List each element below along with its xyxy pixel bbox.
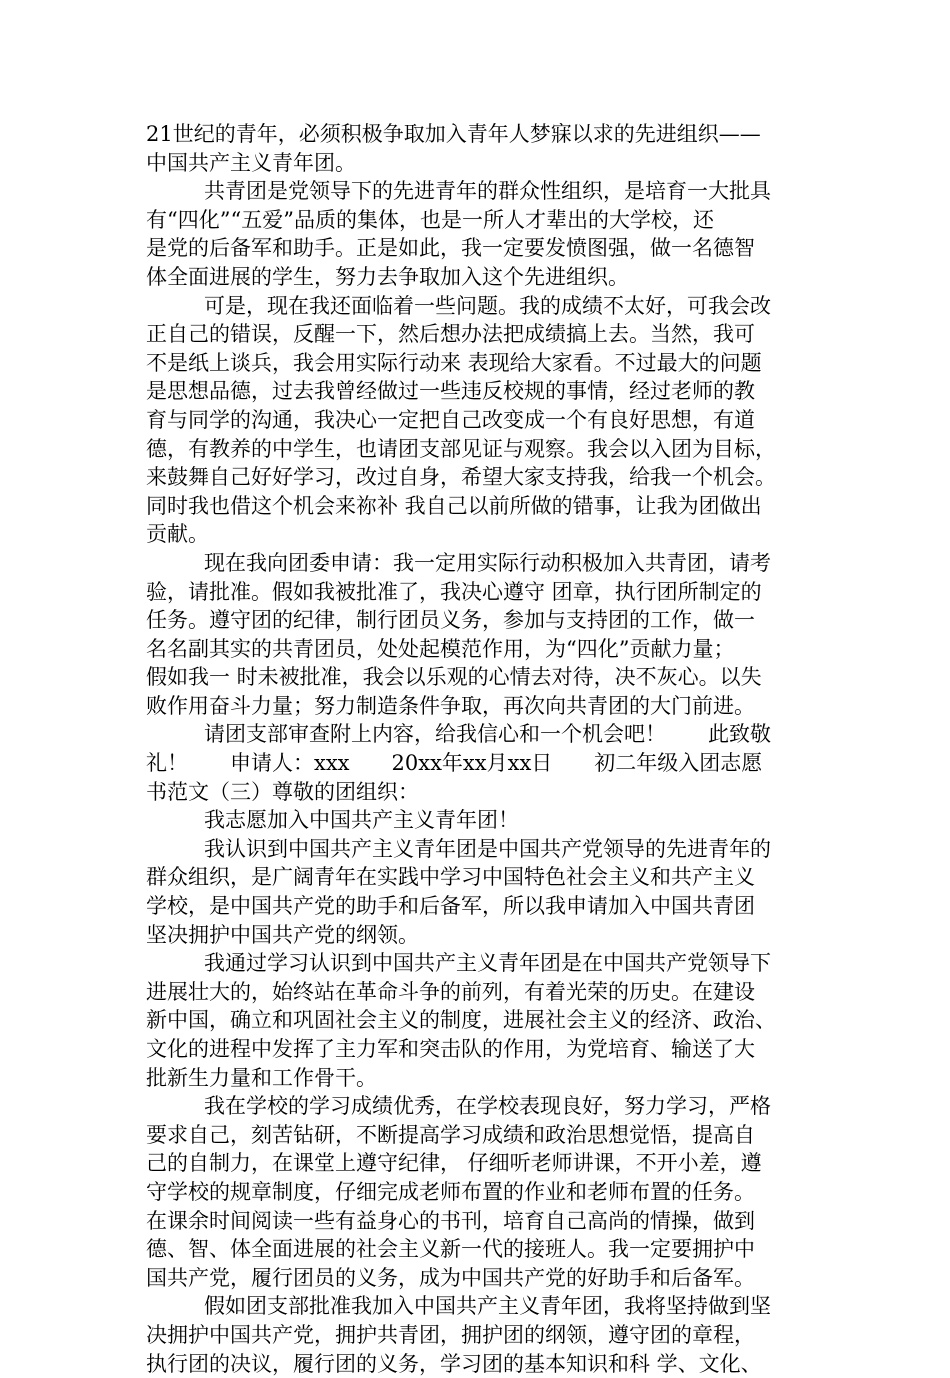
text-line: 要求自己，刻苦钻研，不断提高学习成绩和政治思想觉悟，提高自 xyxy=(146,1122,755,1147)
text-line: 败作用奋斗力量；努力制造条件争取，再次向共青团的大门前进。 xyxy=(146,693,755,718)
text-line: 是党的后备军和助手。正是如此，我一定要发愤图强，做一名德智 xyxy=(146,236,755,261)
text-line: 来鼓舞自己好好学习，改过自身，希望大家支持我，给我一个机会。 xyxy=(146,465,776,490)
text-line: 国共产党，履行团员的义务，成为中国共产党的好助手和后备军。 xyxy=(146,1265,755,1290)
text-line: 假如团支部批准我加入中国共产主义青年团，我将坚持做到坚 xyxy=(204,1294,771,1319)
text-line: 21世纪的青年，必须积极争取加入青年人梦寐以求的先进组织—— xyxy=(146,122,761,146)
text-line: 共青团是党领导下的先进青年的群众性组织，是培育一大批具 xyxy=(204,179,771,204)
text-line: 名名副其实的共青团员，处处起模范作用，为“四化”贡献力量； xyxy=(146,636,735,661)
text-line: 任务。遵守团的纪律，制行团员义务，参加与支持团的工作，做一 xyxy=(146,608,755,633)
text-line: 己的自制力，在课堂上遵守纪律， 仔细听老师讲课，不开小差，遵 xyxy=(146,1151,762,1176)
text-line: 我在学校的学习成绩优秀，在学校表现良好，努力学习，严格 xyxy=(204,1094,771,1119)
text-line: 中国共产主义青年团。 xyxy=(146,150,356,175)
text-line: 执行团的决议，履行团的义务，学习团的基本知识和科 学、文化、 xyxy=(146,1351,762,1376)
text-line: 书范文（三）尊敬的团组织： xyxy=(146,779,419,804)
text-line: 文化的进程中发挥了主力军和突击队的作用，为党培育、输送了大 xyxy=(146,1037,755,1061)
text-line: 礼！ 申请人：xxx 20xx年xx月xx日 初二年级入团志愿 xyxy=(146,751,763,776)
text-line: 德，有教养的中学生，也请团支部见证与观察。我会以入团为目标， xyxy=(146,436,776,461)
text-line: 我志愿加入中国共产主义青年团！ xyxy=(204,808,519,833)
text-line: 有“四化”“五爱”品质的集体，也是一所人才辈出的大学校，还 xyxy=(146,207,714,232)
text-line: 进展壮大的，始终站在革命斗争的前列，有着光荣的历史。在建设 xyxy=(146,979,755,1004)
text-line: 正自己的错误，反醒一下，然后想办法把成绩搞上去。当然，我可 xyxy=(146,322,755,347)
text-line: 群众组织，是广阔青年在实践中学习中国特色社会主义和共产主义 xyxy=(146,865,755,890)
text-line: 学校，是中国共产党的助手和后备军，所以我申请加入中国共青团 xyxy=(146,894,755,919)
text-line: 体全面进展的学生，努力去争取加入这个先进组织。 xyxy=(146,264,629,289)
text-line: 请团支部审查附上内容，给我信心和一个机会吧！ 此致敬 xyxy=(204,722,771,747)
text-line: 是思想品德，过去我曾经做过一些违反校规的事情，经过老师的教 xyxy=(146,379,755,404)
text-line: 现在我向团委申请：我一定用实际行动积极加入共青团，请考 xyxy=(204,550,771,575)
text-line: 验，请批准。假如我被批准了，我决心遵守 团章，执行团所制定的 xyxy=(146,579,762,604)
text-line: 不是纸上谈兵，我会用实际行动来 表现给大家看。不过最大的问题 xyxy=(146,350,762,375)
document-body xyxy=(146,120,814,1378)
text-line: 假如我一 时未被批准，我会以乐观的心情去对待，决不灰心。以失 xyxy=(146,665,762,690)
text-line: 同时我也借这个机会来祢补 我自己以前所做的错事，让我为团做出 xyxy=(146,493,762,518)
text-line: 育与同学的沟通，我决心一定把自己改变成一个有良好思想，有道 xyxy=(146,407,755,432)
text-line: 在课余时间阅读一些有益身心的书刊，培育自己高尚的情操，做到 xyxy=(146,1208,755,1233)
text-line: 新中国，确立和巩固社会主义的制度，进展社会主义的经济、政治、 xyxy=(146,1008,776,1033)
text-line: 守学校的规章制度，仔细完成老师布置的作业和老师布置的任务。 xyxy=(146,1179,755,1204)
text-line: 我认识到中国共产主义青年团是中国共产党领导的先进青年的 xyxy=(204,836,771,861)
text-line: 可是，现在我还面临着一些问题。我的成绩不太好，可我会改 xyxy=(204,293,771,318)
text-line: 贡献。 xyxy=(146,522,209,547)
text-line: 决拥护中国共产党，拥护共青团，拥护团的纲领，遵守团的章程， xyxy=(146,1322,755,1347)
text-line: 坚决拥护中国共产党的纲领。 xyxy=(146,922,419,947)
text-line: 我通过学习认识到中国共产主义青年团是在中国共产党领导下 xyxy=(204,951,771,976)
text-line: 德、智、体全面进展的社会主义新一代的接班人。我一定要拥护中 xyxy=(146,1237,755,1262)
text-line: 批新生力量和工作骨干。 xyxy=(146,1065,377,1090)
